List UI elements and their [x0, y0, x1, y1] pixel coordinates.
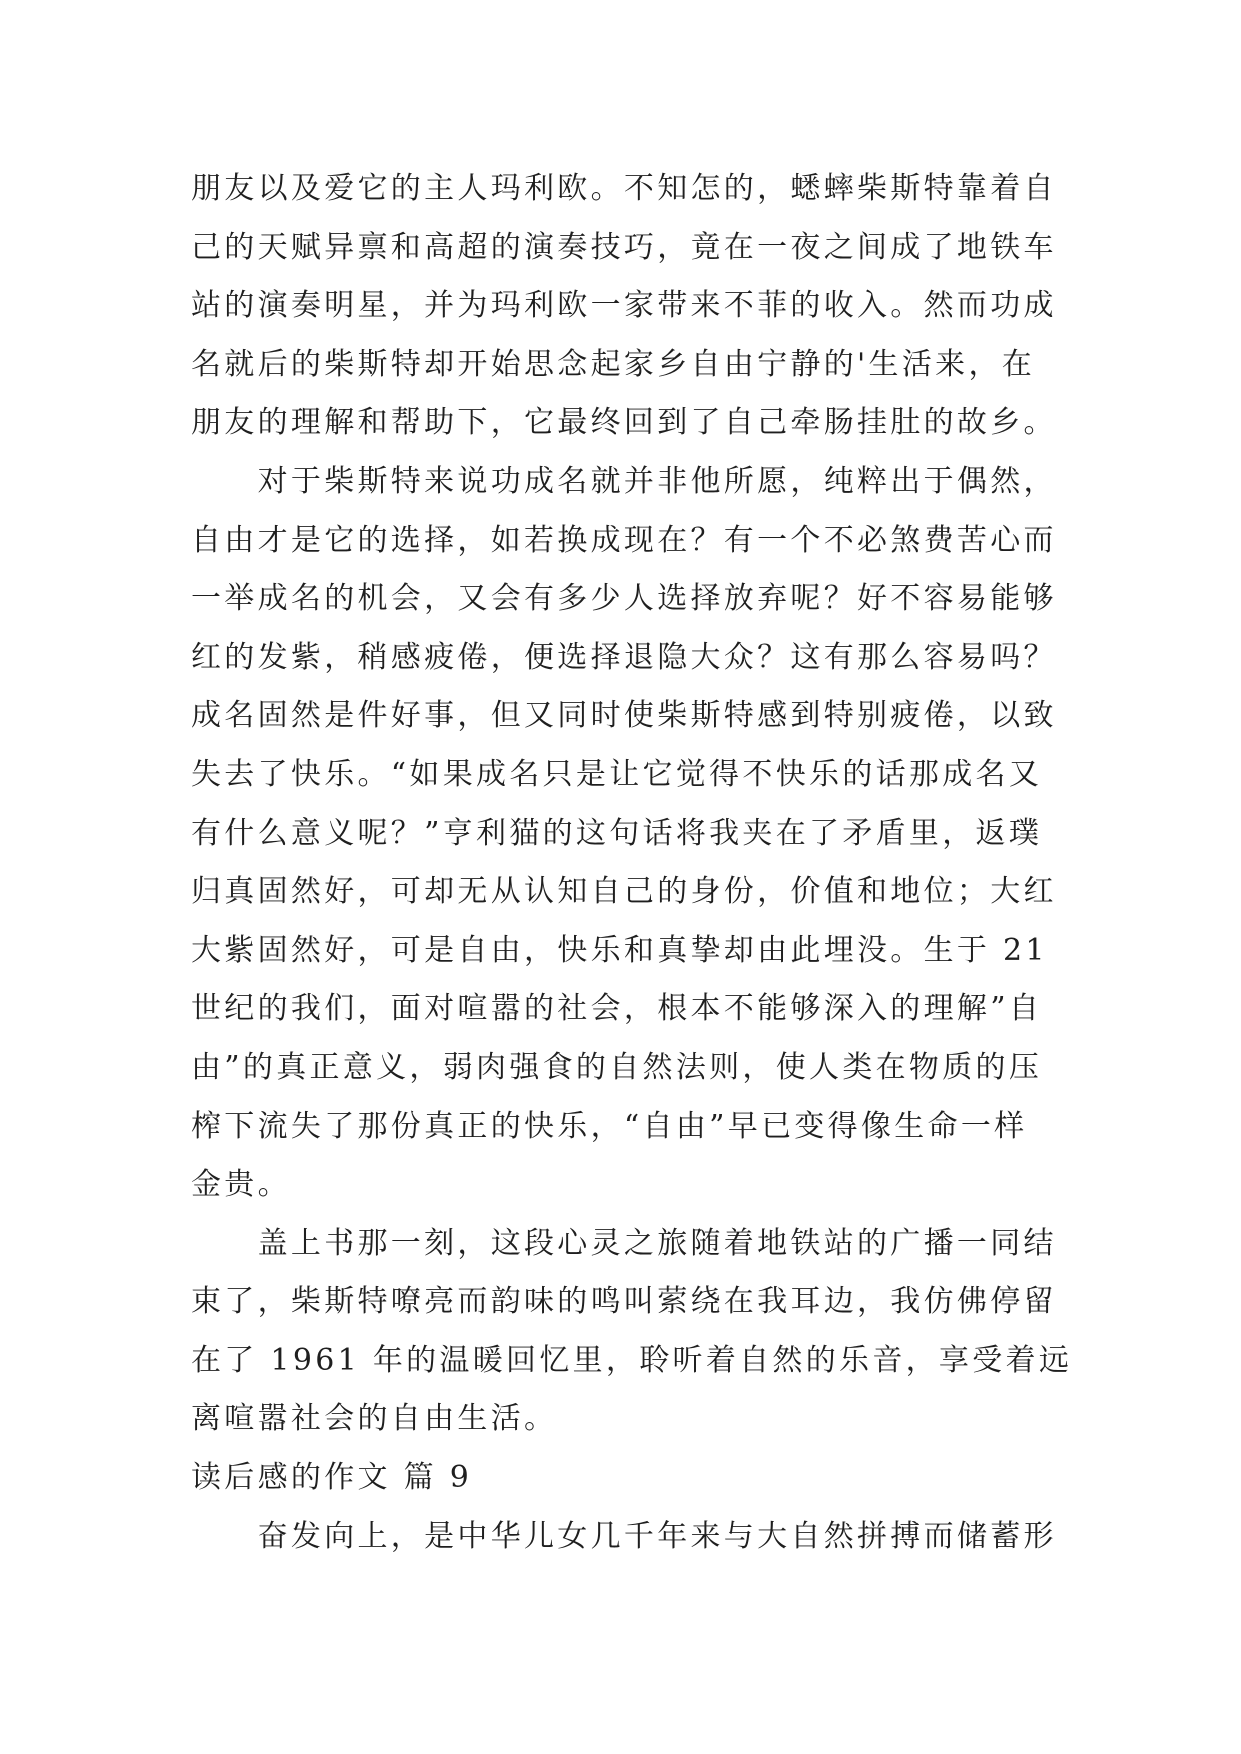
text-line: 归真固然好，可却无从认知自己的身份，价值和地位；大红 [191, 874, 1057, 910]
text-line: 己的天赋异禀和高超的演奏技巧，竟在一夜之间成了地铁车 [191, 229, 1057, 265]
text-line: 名就后的柴斯特却开始思念起家乡自由宁静的'生活来，在 [191, 346, 1036, 382]
text-line: 成名固然是件好事，但又同时使柴斯特感到特别疲倦，以致 [191, 698, 1057, 734]
text-line: 自由才是它的选择，如若换成现在？有一个不必煞费苦心而 [191, 522, 1057, 558]
paragraph-start-line: 奋发向上，是中华儿女几千年来与大自然拼搏而储蓄形 [191, 1518, 1057, 1554]
text-line: 有什么意义呢？”亨利猫的这句话将我夹在了矛盾里，返璞 [191, 815, 1043, 851]
document-body [191, 160, 1073, 1566]
text-line: 失去了快乐。“如果成名只是让它觉得不快乐的话那成名又 [191, 756, 1043, 792]
text-line: 离喧嚣社会的自由生活。 [191, 1401, 558, 1437]
paragraph-start-line: 盖上书那一刻，这段心灵之旅随着地铁站的广播一同结 [191, 1225, 1057, 1261]
text-line: 世纪的我们，面对喧嚣的社会，根本不能够深入的理解”自 [191, 991, 1043, 1027]
text-line: 由”的真正意义，弱肉强食的自然法则，使人类在物质的压 [191, 1049, 1043, 1085]
text-line: 朋友的理解和帮助下，它最终回到了自己牵肠挂肚的故乡。 [191, 405, 1057, 441]
text-line: 榨下流失了那份真正的快乐，“自由”早已变得像生命一样 [191, 1108, 1028, 1144]
text-line: 一举成名的机会，又会有多少人选择放弃呢？好不容易能够 [191, 581, 1057, 617]
text-line: 在了 1961 年的温暖回忆里，聆听着自然的乐音，享受着远 [191, 1342, 1073, 1378]
text-line: 大紫固然好，可是自由，快乐和真挚却由此埋没。生于 21 [191, 932, 1048, 968]
section-heading: 读后感的作文 篇 9 [191, 1460, 473, 1496]
paragraph-start-line: 对于柴斯特来说功成名就并非他所愿，纯粹出于偶然， [191, 463, 1057, 499]
text-line: 站的演奏明星，并为玛利欧一家带来不菲的收入。然而功成 [191, 288, 1057, 324]
text-line: 金贵。 [191, 1167, 291, 1203]
text-line: 束了，柴斯特嘹亮而韵味的鸣叫萦绕在我耳边，我仿佛停留 [191, 1284, 1057, 1320]
text-line: 红的发紫，稍感疲倦，便选择退隐大众？这有那么容易吗？ [191, 639, 1057, 675]
text-line: 朋友以及爱它的主人玛利欧。不知怎的，蟋蟀柴斯特靠着自 [191, 171, 1057, 206]
